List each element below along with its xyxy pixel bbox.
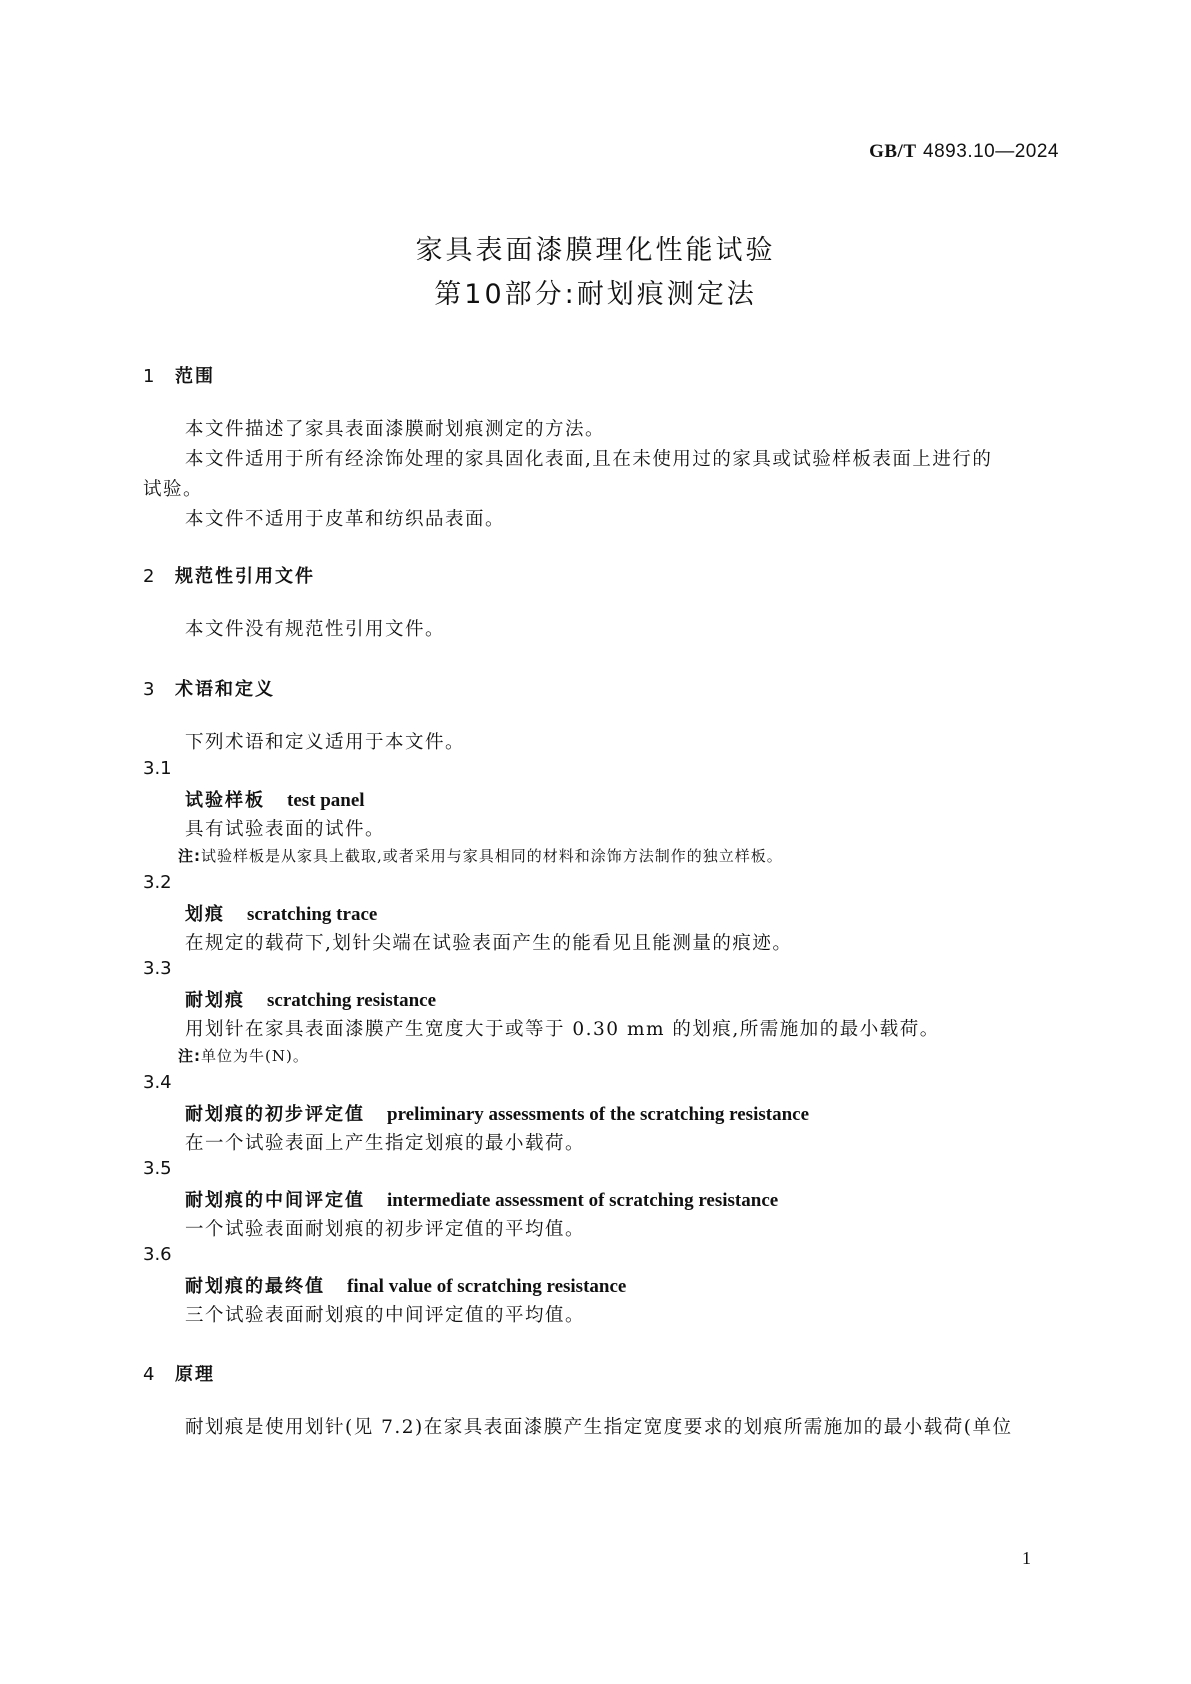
- term-zh: 划痕: [185, 904, 225, 925]
- term-definition: 在一个试验表面上产生指定划痕的最小载荷。: [185, 1133, 586, 1154]
- section-number: 4: [143, 1364, 157, 1385]
- term-heading: [185, 1272, 626, 1298]
- section-title: 范围: [175, 366, 215, 387]
- term-heading: [185, 986, 436, 1012]
- section-title: 原理: [175, 1364, 215, 1385]
- section-1-paragraph-2-line2: 试验。: [143, 479, 204, 500]
- document-title-line2: 第10部分:耐划痕测定法: [434, 279, 757, 310]
- term-en: preliminary assessments of the scratching resistance: [387, 1104, 809, 1125]
- section-1-heading: [143, 362, 215, 388]
- standard-code: [869, 140, 1059, 163]
- term-heading: [185, 1186, 778, 1212]
- note-label: 注:: [178, 847, 201, 865]
- standard-code-number: 4893.10—2024: [923, 141, 1059, 162]
- section-1-paragraph-2-line1: 本文件适用于所有经涂饰处理的家具固化表面,且在未使用过的家具或试验样板表面上进行的: [185, 449, 993, 470]
- section-title: 规范性引用文件: [175, 566, 315, 587]
- section-1-paragraph-3: 本文件不适用于皮革和纺织品表面。: [185, 509, 506, 530]
- term-en: scratching trace: [247, 904, 378, 925]
- term-zh: 耐划痕的中间评定值: [185, 1190, 365, 1211]
- page-number: 1: [1022, 1548, 1031, 1568]
- section-number: 2: [143, 566, 157, 587]
- term-number: 3.3: [143, 958, 172, 979]
- section-4-paragraph-1: 耐划痕是使用划针(见 7.2)在家具表面漆膜产生指定宽度要求的划痕所需施加的最小载荷(单位: [185, 1417, 1013, 1438]
- section-1-paragraph-1: 本文件描述了家具表面漆膜耐划痕测定的方法。: [185, 419, 606, 440]
- note-text: 单位为牛(N)。: [201, 1047, 309, 1065]
- term-en: intermediate assessment of scratching resistance: [387, 1190, 779, 1211]
- term-en: scratching resistance: [267, 990, 437, 1011]
- term-zh: 耐划痕的初步评定值: [185, 1104, 365, 1125]
- term-number: 3.2: [143, 872, 172, 893]
- term-number: 3.5: [143, 1158, 172, 1179]
- term-note: [178, 845, 783, 866]
- term-zh: 试验样板: [185, 790, 265, 811]
- standard-code-prefix: GB/T: [869, 141, 917, 162]
- term-definition: 一个试验表面耐划痕的初步评定值的平均值。: [185, 1219, 586, 1240]
- section-3-heading: [143, 675, 275, 701]
- section-3-intro: 下列术语和定义适用于本文件。: [185, 732, 466, 753]
- term-definition: 用划针在家具表面漆膜产生宽度大于或等于 0.30 mm 的划痕,所需施加的最小载荷。: [185, 1019, 940, 1040]
- section-2-paragraph-1: 本文件没有规范性引用文件。: [185, 619, 446, 640]
- section-title: 术语和定义: [175, 679, 275, 700]
- section-number: 1: [143, 366, 157, 387]
- term-number: 3.4: [143, 1072, 172, 1093]
- note-label: 注:: [178, 1047, 201, 1065]
- term-definition: 具有试验表面的试件。: [185, 819, 386, 840]
- term-en: test panel: [287, 790, 365, 811]
- term-en: final value of scratching resistance: [347, 1276, 627, 1297]
- section-4-heading: [143, 1360, 215, 1386]
- term-number: 3.6: [143, 1244, 172, 1265]
- term-heading: [185, 1100, 809, 1126]
- section-number: 3: [143, 679, 157, 700]
- term-heading: [185, 786, 365, 812]
- term-number: 3.1: [143, 758, 172, 779]
- term-definition: 在规定的载荷下,划针尖端在试验表面产生的能看见且能测量的痕迹。: [185, 933, 793, 954]
- term-zh: 耐划痕的最终值: [185, 1276, 325, 1297]
- term-zh: 耐划痕: [185, 990, 245, 1011]
- term-note: [178, 1045, 309, 1066]
- document-title-line1: 家具表面漆膜理化性能试验: [415, 235, 776, 266]
- section-2-heading: [143, 562, 315, 588]
- term-definition: 三个试验表面耐划痕的中间评定值的平均值。: [185, 1305, 586, 1326]
- note-text: 试验样板是从家具上截取,或者采用与家具相同的材料和涂饰方法制作的独立样板。: [201, 847, 783, 865]
- term-heading: [185, 900, 377, 926]
